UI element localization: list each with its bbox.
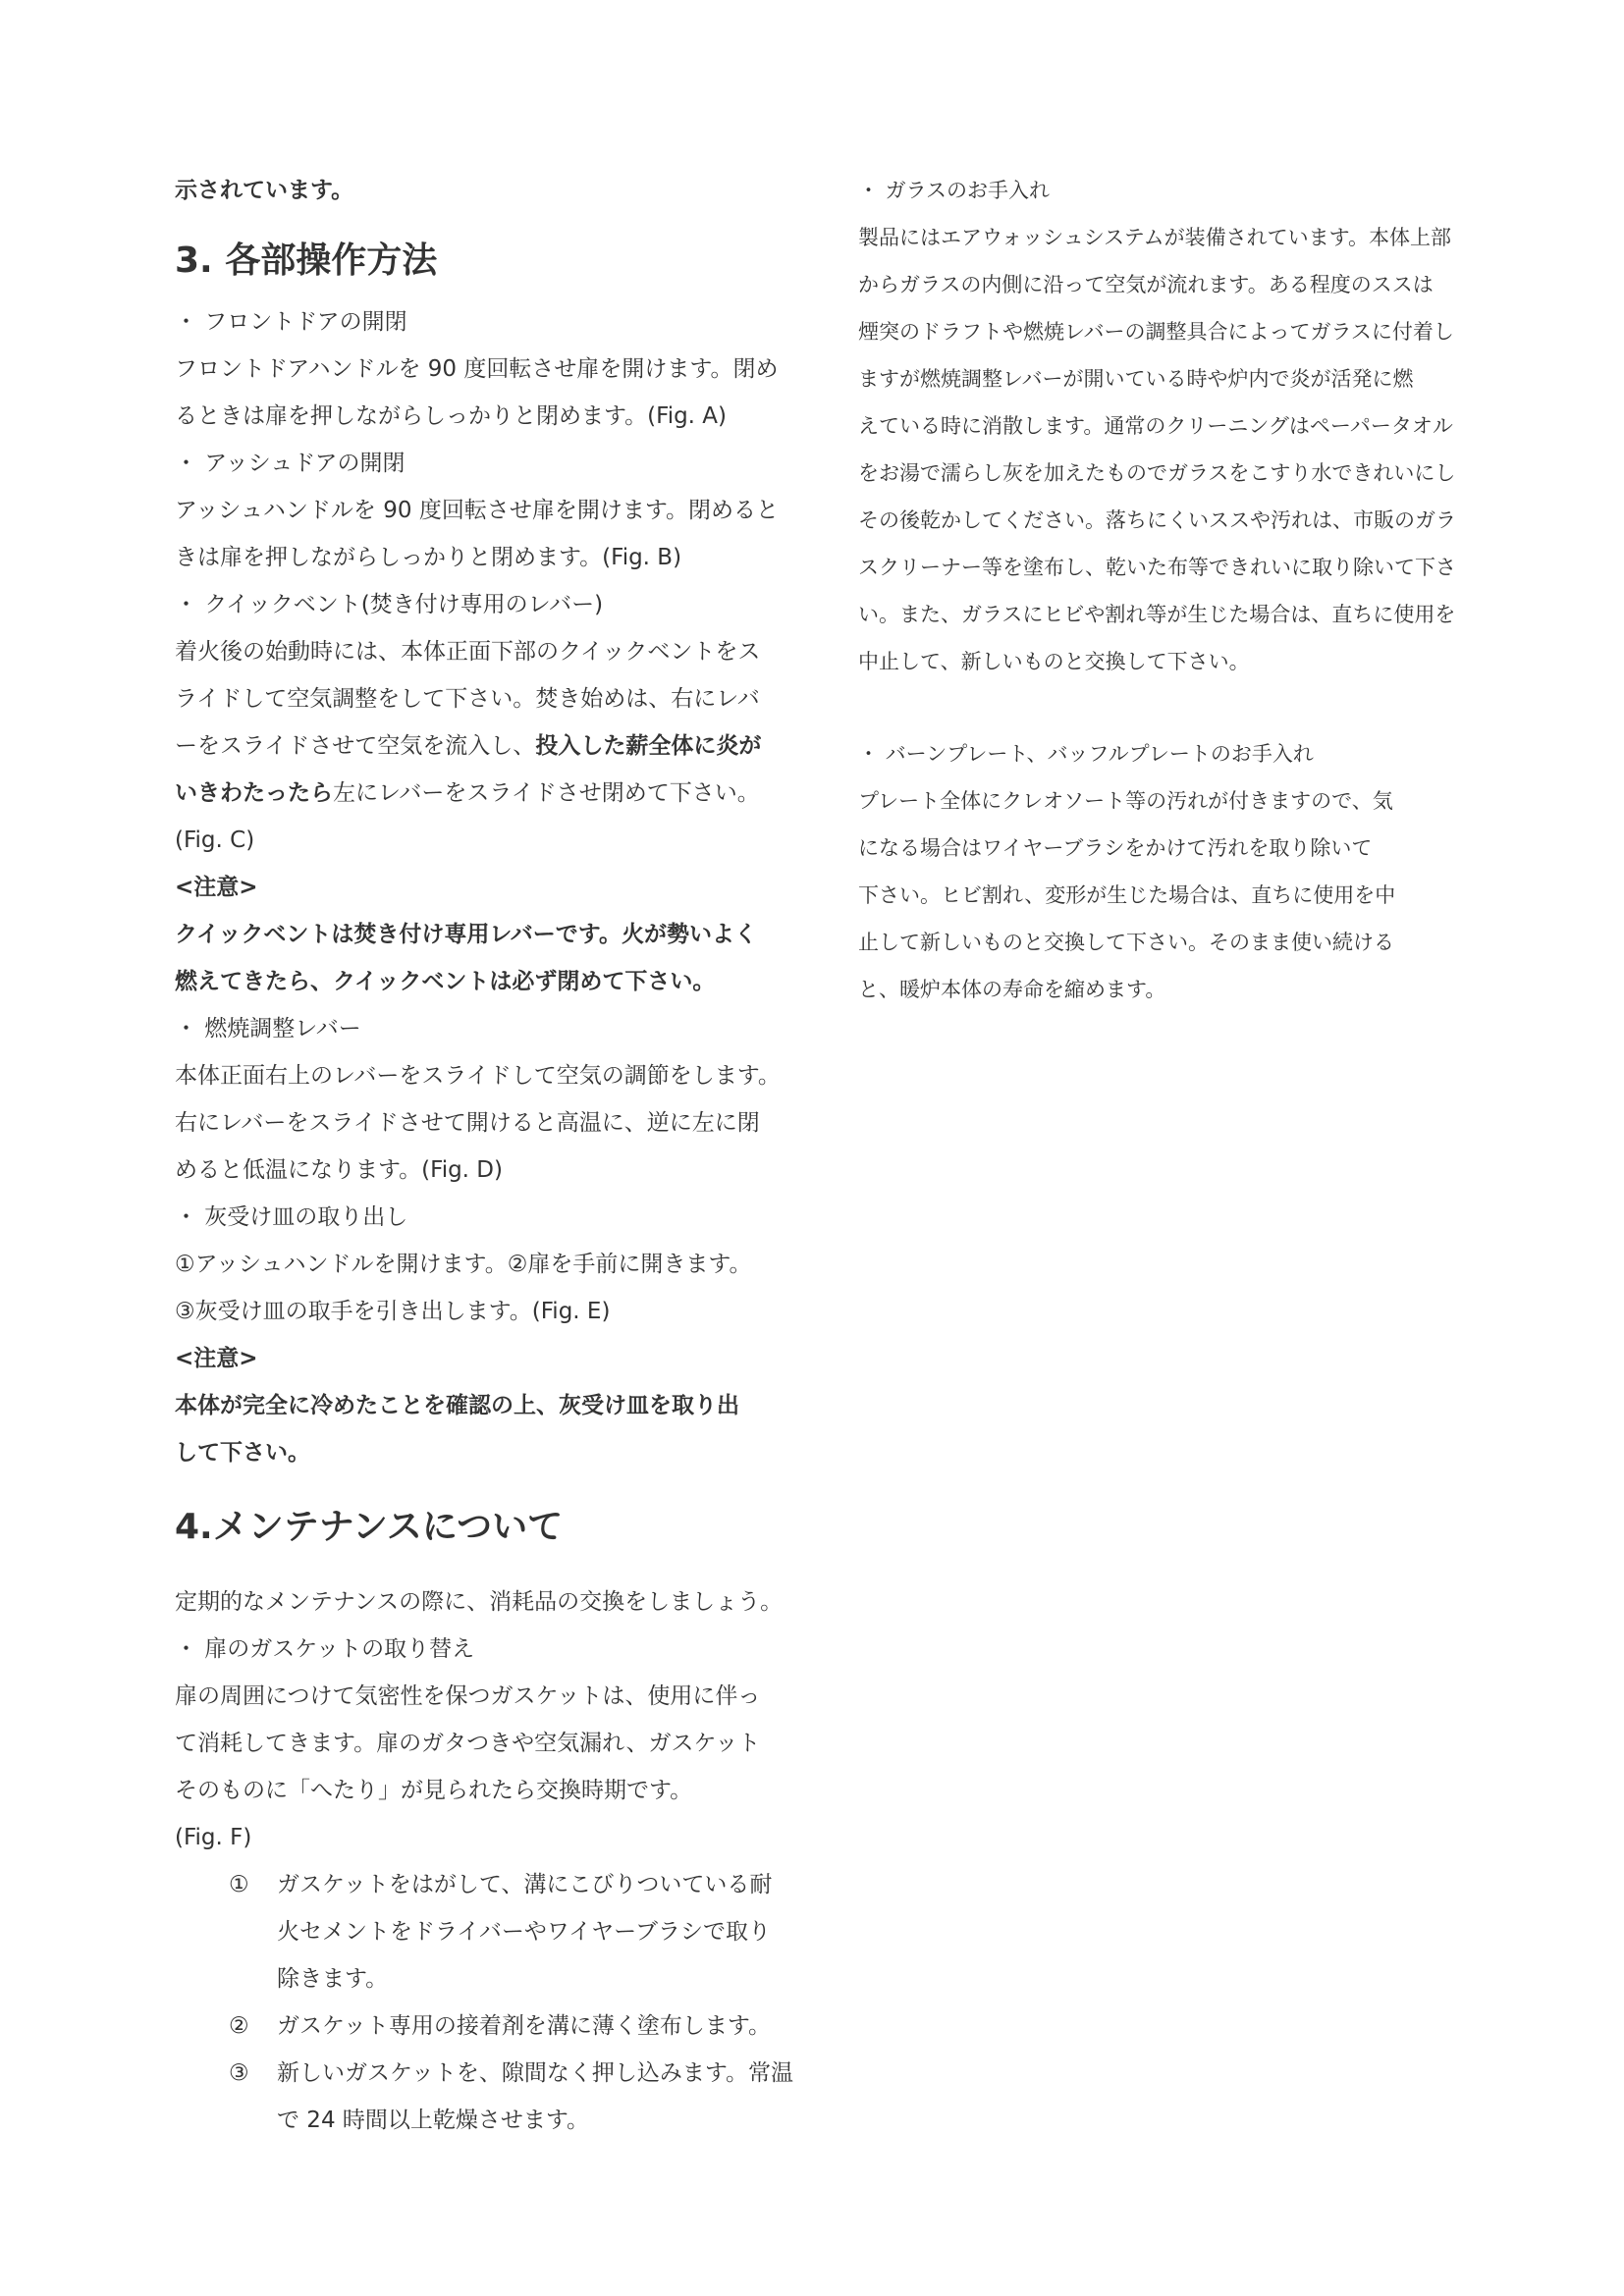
- numbered-step: [175, 1861, 823, 1908]
- text-line: 下さい。ヒビ割れ、変形が生じた場合は、直ちに使用を中: [858, 883, 1396, 907]
- text-line: ①アッシュハンドルを開けます。②扉を手前に開きます。: [175, 1252, 752, 1277]
- text-line: 中止して、新しいものと交換して下さい。: [858, 650, 1250, 673]
- left-column: [175, 167, 823, 2144]
- body-text: 左にレバーをスライドさせ閉めて下さい。: [333, 780, 760, 806]
- text-line: (Fig. C): [175, 828, 255, 853]
- text-line: 本体正面右上のレバーをスライドして空気の調節をします。: [175, 1063, 781, 1089]
- text-line: 定期的なメンテナンスの際に、消耗品の交換をしましょう。: [175, 1589, 784, 1615]
- text-line: めると低温になります。(Fig. D): [175, 1157, 503, 1183]
- bold-text-line: 燃えてきたら、クイックベントは必ず閉めて下さい。: [175, 969, 716, 994]
- step-continuation: 除きます。: [277, 1966, 389, 1992]
- text-line: ・ フロントドアの開閉: [175, 309, 407, 335]
- text-line: その後乾かしてください。落ちにくいススや汚れは、市販のガラ: [858, 508, 1456, 532]
- text-line: ・ バーンプレート、バッフルプレートのお手入れ: [858, 742, 1314, 766]
- bold-text-line: <注意>: [175, 875, 258, 900]
- spacer: [858, 685, 1487, 730]
- bold-text-line: 本体が完全に冷めたことを確認の上、灰受け皿を取り出: [175, 1393, 739, 1418]
- right-column: [858, 167, 1487, 1013]
- text-line: [175, 770, 823, 817]
- text-line: 着火後の始動時には、本体正面下部のクイックベントをス: [175, 639, 761, 665]
- text-line: ・ クイックベント(焚き付け専用のレバー): [175, 592, 604, 617]
- text-line: 煙突のドラフトや燃焼レバーの調整具合によってガラスに付着し: [858, 320, 1454, 344]
- step-continuation: で 24 時間以上乾燥させます。: [277, 2108, 590, 2133]
- text-line: 止して新しいものと交換して下さい。そのまま使い続ける: [858, 931, 1394, 954]
- text-line: になる場合はワイヤーブラシをかけて汚れを取り除いて: [858, 836, 1373, 860]
- step-number: ②: [229, 2013, 249, 2039]
- text-line: きは扉を押しながらしっかりと閉めます。(Fig. B): [175, 545, 682, 570]
- text-line: ・ 扉のガスケットの取り替え: [175, 1636, 475, 1662]
- text-line: そのものに「へたり」が見られたら交換時期です。: [175, 1778, 693, 1803]
- text-line: をお湯で濡らし灰を加えたものでガラスをこすり水できれいにし: [858, 461, 1456, 485]
- emphasis-text: 投入した薪全体に炎が: [535, 733, 762, 759]
- bold-text-line: 示されています。: [175, 178, 354, 203]
- text-line: [175, 722, 823, 770]
- text-line: て消耗してきます。扉のガタつきや空気漏れ、ガスケット: [175, 1731, 761, 1756]
- bold-text-line: して下さい。: [175, 1440, 310, 1466]
- text-line: からガラスの内側に沿って空気が流れます。ある程度のススは: [858, 273, 1434, 296]
- emphasis-text: いきわたったら: [175, 780, 333, 806]
- text-line: ・ 燃焼調整レバー: [175, 1016, 361, 1041]
- text-line: アッシュハンドルを 90 度回転させ扉を開けます。閉めると: [175, 498, 779, 523]
- text-line: ライドして空気調整をして下さい。焚き始めは、右にレバ: [175, 686, 760, 712]
- step-number: ③: [229, 2060, 249, 2086]
- text-line: 右にレバーをスライドさせて開けると高温に、逆に左に閉: [175, 1110, 760, 1136]
- text-line: と、暖炉本体の寿命を縮めます。: [858, 978, 1166, 1001]
- text-line: ③灰受け皿の取手を引き出します。(Fig. E): [175, 1299, 611, 1324]
- bold-text-line: <注意>: [175, 1346, 258, 1371]
- section-heading: 3. 各部操作方法: [175, 240, 438, 281]
- text-line: ・ アッシュドアの開閉: [175, 451, 406, 476]
- body-text: ーをスライドさせて空気を流入し、: [175, 733, 536, 759]
- text-line: スクリーナー等を塗布し、乾いた布等できれいに取り除いて下さ: [858, 556, 1456, 579]
- step-continuation: 火セメントをドライバーやワイヤーブラシで取り: [277, 1919, 772, 1945]
- step-text: 新しいガスケットを、隙間なく押し込みます。常温: [277, 2060, 794, 2086]
- text-line: (Fig. F): [175, 1825, 252, 1850]
- section-heading: 4.メンテナンスについて: [175, 1507, 564, 1547]
- text-line: ますが燃焼調整レバーが開いている時や炉内で炎が活発に燃: [858, 367, 1414, 391]
- numbered-step: [175, 2002, 823, 2050]
- step-text: ガスケット専用の接着剤を溝に薄く塗布します。: [277, 2013, 772, 2039]
- text-line: えている時に消散します。通常のクリーニングはペーパータオル: [858, 414, 1453, 438]
- step-number: ①: [229, 1872, 249, 1897]
- text-line: ・ 灰受け皿の取り出し: [175, 1204, 408, 1230]
- numbered-step: [175, 2050, 823, 2097]
- text-line: 扉の周囲につけて気密性を保つガスケットは、使用に伴っ: [175, 1683, 761, 1709]
- text-line: 製品にはエアウォッシュシステムが装備されています。本体上部: [858, 226, 1451, 249]
- bold-text-line: クイックベントは焚き付け専用レバーです。火が勢いよく: [175, 922, 757, 947]
- text-line: プレート全体にクレオソート等の汚れが付きますので、気: [858, 789, 1393, 813]
- text-line: い。また、ガラスにヒビや割れ等が生じた場合は、直ちに使用を: [858, 603, 1456, 626]
- step-text: ガスケットをはがして、溝にこびりついている耐: [277, 1872, 773, 1897]
- text-line: るときは扉を押しながらしっかりと閉めます。(Fig. A): [175, 403, 728, 429]
- text-line: ・ ガラスのお手入れ: [858, 179, 1051, 202]
- text-line: フロントドアハンドルを 90 度回転させ扉を開けます。閉め: [175, 356, 779, 382]
